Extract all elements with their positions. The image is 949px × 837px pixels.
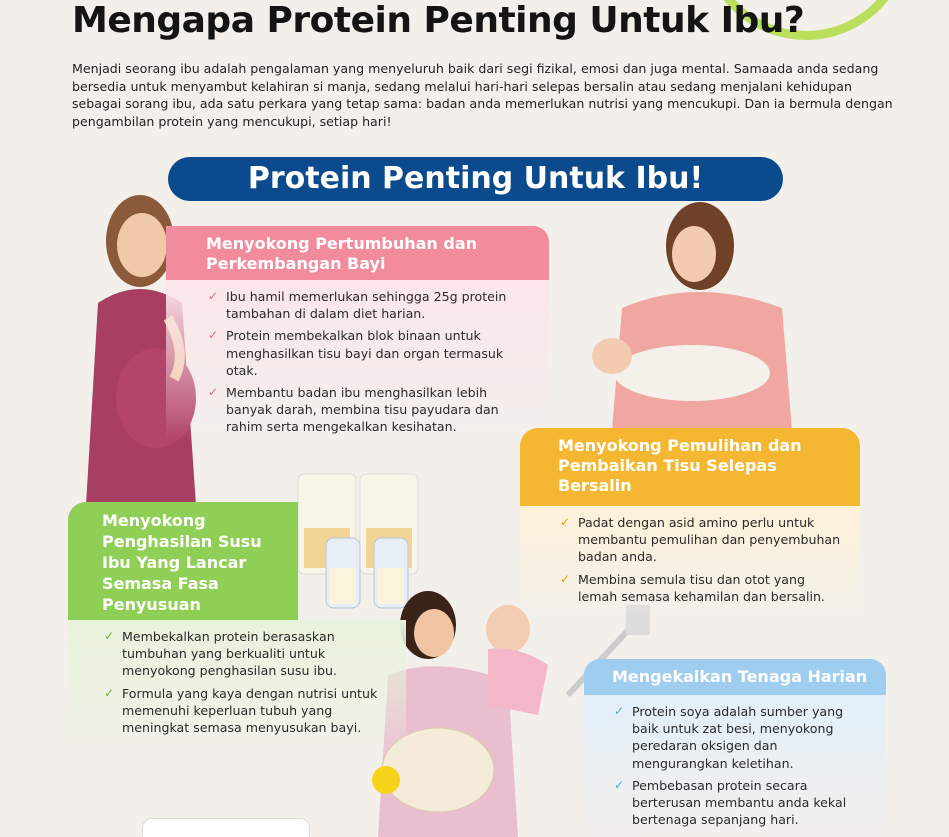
checkmark-icon: ✓ xyxy=(104,629,115,643)
card-baby-growth-list xyxy=(208,288,535,436)
list-item: ✓ Membekalkan protein berasaskan tumbuhan yang berkualiti untuk menyokong penghasilan susu ibu. xyxy=(104,629,337,679)
checkmark-icon: ✓ xyxy=(208,289,219,303)
card-baby-growth xyxy=(166,226,549,440)
checkmark-icon: ✓ xyxy=(614,704,625,718)
card-postpartum-recovery-body xyxy=(520,506,860,618)
list-item: ✓ Membina semula tisu dan otot yang lemah semasa kehamilan dan bersalin. xyxy=(560,571,825,604)
checkmark-icon: ✓ xyxy=(208,385,219,400)
card-breastmilk-production-title: Menyokong Penghasilan Susu Ibu Yang Lancar Semasa Fasa Penyusuan xyxy=(68,502,298,620)
product-container-top xyxy=(142,818,310,837)
card-daily-energy-title: Mengekalkan Tenaga Harian xyxy=(584,659,886,695)
mother-holding-baby-photo xyxy=(582,198,802,430)
list-item: ✓ Membantu badan ibu menghasilkan lebih banyak darah, membina tisu payudara dan rahim serta mengekalkan kesihatan. xyxy=(208,385,499,435)
card-breastmilk-production xyxy=(68,502,406,770)
card-baby-growth-title: Menyokong Pertumbuhan dan Perkembangan Bayi xyxy=(166,226,549,280)
checkmark-icon: ✓ xyxy=(208,328,219,343)
list-item: ✓ Pembebasan protein secara berterusan membantu anda kekal bertenaga sepanjang hari. xyxy=(614,777,847,828)
card-breastmilk-production-body xyxy=(68,620,406,770)
list-item: ✓ Formula yang kaya dengan nutrisi untuk memenuhi keperluan tubuh yang meningkat semasa menyusukan bayi. xyxy=(104,685,378,736)
card-daily-energy xyxy=(584,659,886,837)
page-title: Mengapa Protein Penting Untuk Ibu? xyxy=(72,0,805,41)
card-daily-energy-list xyxy=(614,703,872,828)
card-baby-growth-body xyxy=(166,280,549,440)
list-item: ✓ Protein membekalkan blok binaan untuk menghasilkan tisu bayi dan organ termasuk otak. xyxy=(208,328,504,378)
list-item: ✓ Ibu hamil memerlukan sehingga 25g protein tambahan di dalam diet harian. xyxy=(208,289,507,322)
checkmark-icon: ✓ xyxy=(104,685,115,700)
card-breastmilk-production-list xyxy=(104,628,392,736)
card-postpartum-recovery-list xyxy=(560,514,846,605)
checkmark-icon: ✓ xyxy=(614,777,625,792)
list-item: ✓ Padat dengan asid amino perlu untuk membantu pemulihan dan penyembuhan badan anda. xyxy=(560,515,841,565)
checkmark-icon: ✓ xyxy=(560,571,571,586)
list-item: ✓ Protein soya adalah sumber yang baik untuk zat besi, menyokong peredaran oksigen dan mengurangkan keletihan. xyxy=(614,704,844,771)
section-banner: Protein Penting Untuk Ibu! xyxy=(168,157,783,201)
card-postpartum-recovery xyxy=(520,428,860,618)
card-postpartum-recovery-title: Menyokong Pemulihan dan Pembaikan Tisu Selepas Bersalin xyxy=(520,428,860,506)
intro-paragraph: Menjadi seorang ibu adalah pengalaman yang menyeluruh baik dari segi fizikal, emosi dan juga mental. Samaada anda sedang bersedia untuk menyambut kelahiran si manja, sedang melalui hari-hari selepas bersalin atau sedang menjalani kehidupan sebagai sorang ibu, ada satu perkara yang tetap sama: badan anda memerlukan nutrisi yang mencukupi. Dan ia bermula dengan pengambilan protein yang mencukupi, setiap hari! xyxy=(72,61,893,129)
checkmark-icon: ✓ xyxy=(560,515,571,529)
card-daily-energy-body xyxy=(584,695,886,837)
